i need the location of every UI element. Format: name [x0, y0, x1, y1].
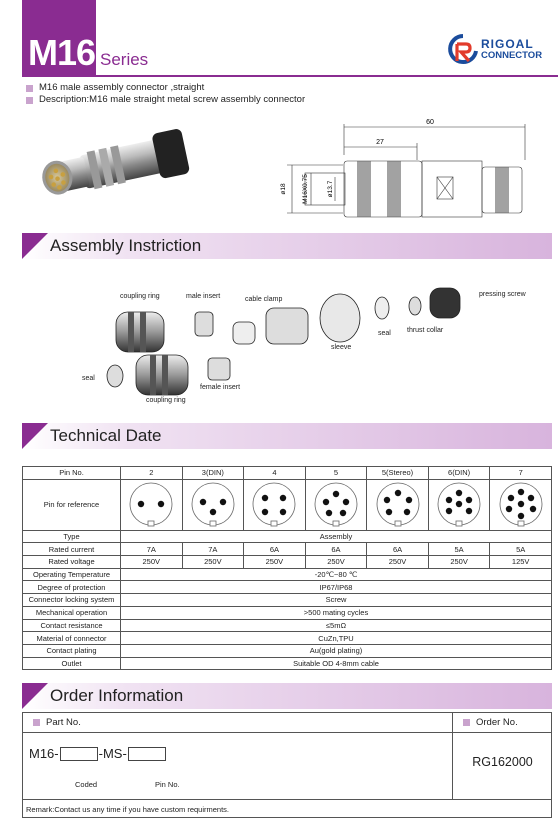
pin-layout-3-icon [189, 480, 237, 528]
pin-layout-cell [305, 479, 367, 530]
order-number-value: RG162000 [472, 755, 533, 769]
table-row: Outlet Suitable OD 4-8mm cable [23, 657, 552, 670]
coded-field[interactable] [60, 747, 98, 761]
pin-number-field[interactable] [128, 747, 166, 761]
bullet-item: M16 male assembly connector ,straight [26, 82, 305, 94]
product-description [26, 82, 305, 106]
dim-inner: ø13.7 [327, 180, 334, 198]
table-row: Degree of protection IP67/IP68 [23, 581, 552, 594]
label-seal: seal [378, 330, 391, 337]
table-row: Contact resistance ≤5mΩ [23, 619, 552, 632]
order-table [22, 712, 552, 818]
dim-thread: M16X0.75 [302, 174, 309, 204]
pin-layout-cell [367, 479, 429, 530]
order-number-header: Order No. [453, 713, 552, 733]
brand-name: RIGOAL [481, 37, 534, 51]
pin-layout-2-icon [127, 480, 175, 528]
table-row: Rated current 7A 7A 6A 6A 6A 5A 5A [23, 543, 552, 556]
pin-layout-5-icon [312, 480, 360, 528]
label-male-insert: male insert [186, 293, 221, 300]
dim-total: 60 [426, 119, 434, 126]
pin-layout-cell [490, 479, 552, 530]
bullet-item: Description:M16 male straight metal screw assembly connector [26, 94, 305, 106]
section-order: Order Information [22, 683, 552, 709]
section-technical: Technical Date [22, 423, 552, 449]
connector-photo [32, 120, 202, 210]
pin-layout-7-icon [497, 480, 545, 528]
header-divider [22, 75, 558, 77]
model-badge [22, 0, 96, 76]
table-row: Mechanical operation >500 mating cycles [23, 606, 552, 619]
series-label: Series [100, 50, 149, 69]
dim-body: 27 [376, 139, 384, 146]
remark: Remark:Contact us any time if you have custom requirments. [23, 799, 551, 818]
label-coupling-ring: coupling ring [120, 293, 160, 300]
pin-layout-cell [121, 479, 183, 530]
table-row: Type Assembly [23, 530, 552, 543]
table-row: Pin for reference [23, 479, 552, 530]
technical-table [22, 466, 552, 670]
pin-layout-cell [182, 479, 244, 530]
table-row: Operating Temperature -20℃~80 ℃ [23, 568, 552, 581]
label-female-insert: female insert [200, 384, 241, 391]
brand-logo [447, 33, 557, 69]
label-pressing-screw: pressing screw [479, 291, 526, 298]
dim-diameter: ø18 [280, 183, 287, 195]
table-row: Material of connector CuZn,TPU [23, 632, 552, 645]
pin-layout-6-icon [435, 480, 483, 528]
dimension-drawing [275, 115, 555, 225]
rigoal-logo-icon [447, 33, 479, 67]
label-thrust-collar: thrust collar [407, 327, 444, 334]
model-name: M16 [28, 32, 96, 73]
section-assembly: Assembly Instriction [22, 233, 552, 259]
table-row: Pin No. 2 3(DIN) 4 5 5(Stereo) 6(DIN) 7 [23, 467, 552, 480]
part-code: M16- -MS- [29, 746, 167, 761]
pin-layout-4-icon [250, 480, 298, 528]
label-cable-clamp: cable clamp [245, 296, 283, 303]
pin-layout-cell [428, 479, 490, 530]
pin-layout-5-stereo-icon [374, 480, 422, 528]
part-number-cell [23, 713, 453, 799]
label-seal-left: seal [82, 375, 95, 382]
coded-label: Coded [75, 780, 98, 789]
table-row: Rated voltage 250V 250V 250V 250V 250V 250V 125V [23, 556, 552, 569]
pin-layout-cell [244, 479, 306, 530]
label-coupling-ring-bottom: coupling ring [146, 397, 186, 404]
pin-no-label: Pin No. [155, 780, 180, 789]
label-sleeve: sleeve [331, 344, 352, 351]
table-row: Contact plating Au(gold plating) [23, 644, 552, 657]
brand-subtitle: CONNECTOR [481, 50, 543, 61]
order-number-cell [453, 713, 552, 799]
part-number-header: Part No. [23, 713, 452, 733]
table-row: Connector locking system Screw [23, 594, 552, 607]
